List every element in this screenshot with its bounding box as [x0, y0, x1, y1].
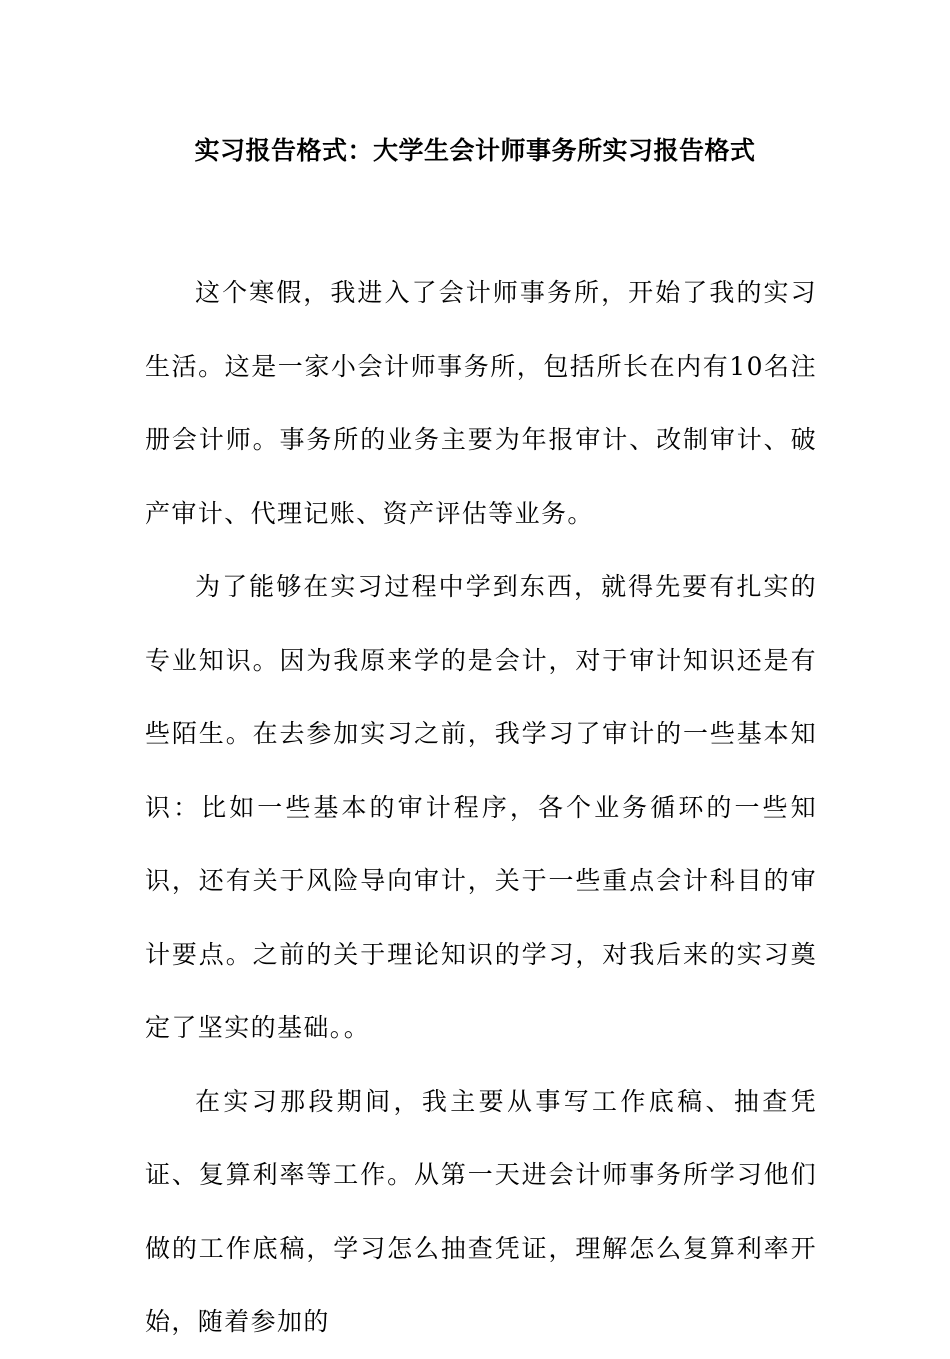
paragraph: 这个寒假，我进入了会计师事务所，开始了我的实习生活。这是一家小会计师事务所，包括所长在内有10名注册会计师。事务所的业务主要为年报审计、改制审计、破产审计、代理记账、资产评估等业务。: [145, 278, 817, 528]
paragraph: 为了能够在实习过程中学到东西，就得先要有扎实的专业知识。因为我原来学的是会计，对于审计知识还是有些陌生。在去参加实习之前，我学习了审计的一些基本知识：比如一些基本的审计程序，各个业务循环的一些知识，还有关于风险导向审计，关于一些重点会计科目的审计要点。之前的关于理论知识的学习，对我后来的实习奠定了坚实的基础。。: [145, 572, 817, 1042]
document-title: 实习报告格式：大学生会计师事务所实习报告格式: [194, 136, 756, 165]
document-body: [145, 256, 817, 1359]
paragraph: 在实习那段期间，我主要从事写工作底稿、抽查凭证、复算利率等工作。从第一天进会计师事务所学习他们做的工作底稿，学习怎么抽查凭证，理解怎么复算利率开始，随着参加的: [145, 1086, 817, 1336]
